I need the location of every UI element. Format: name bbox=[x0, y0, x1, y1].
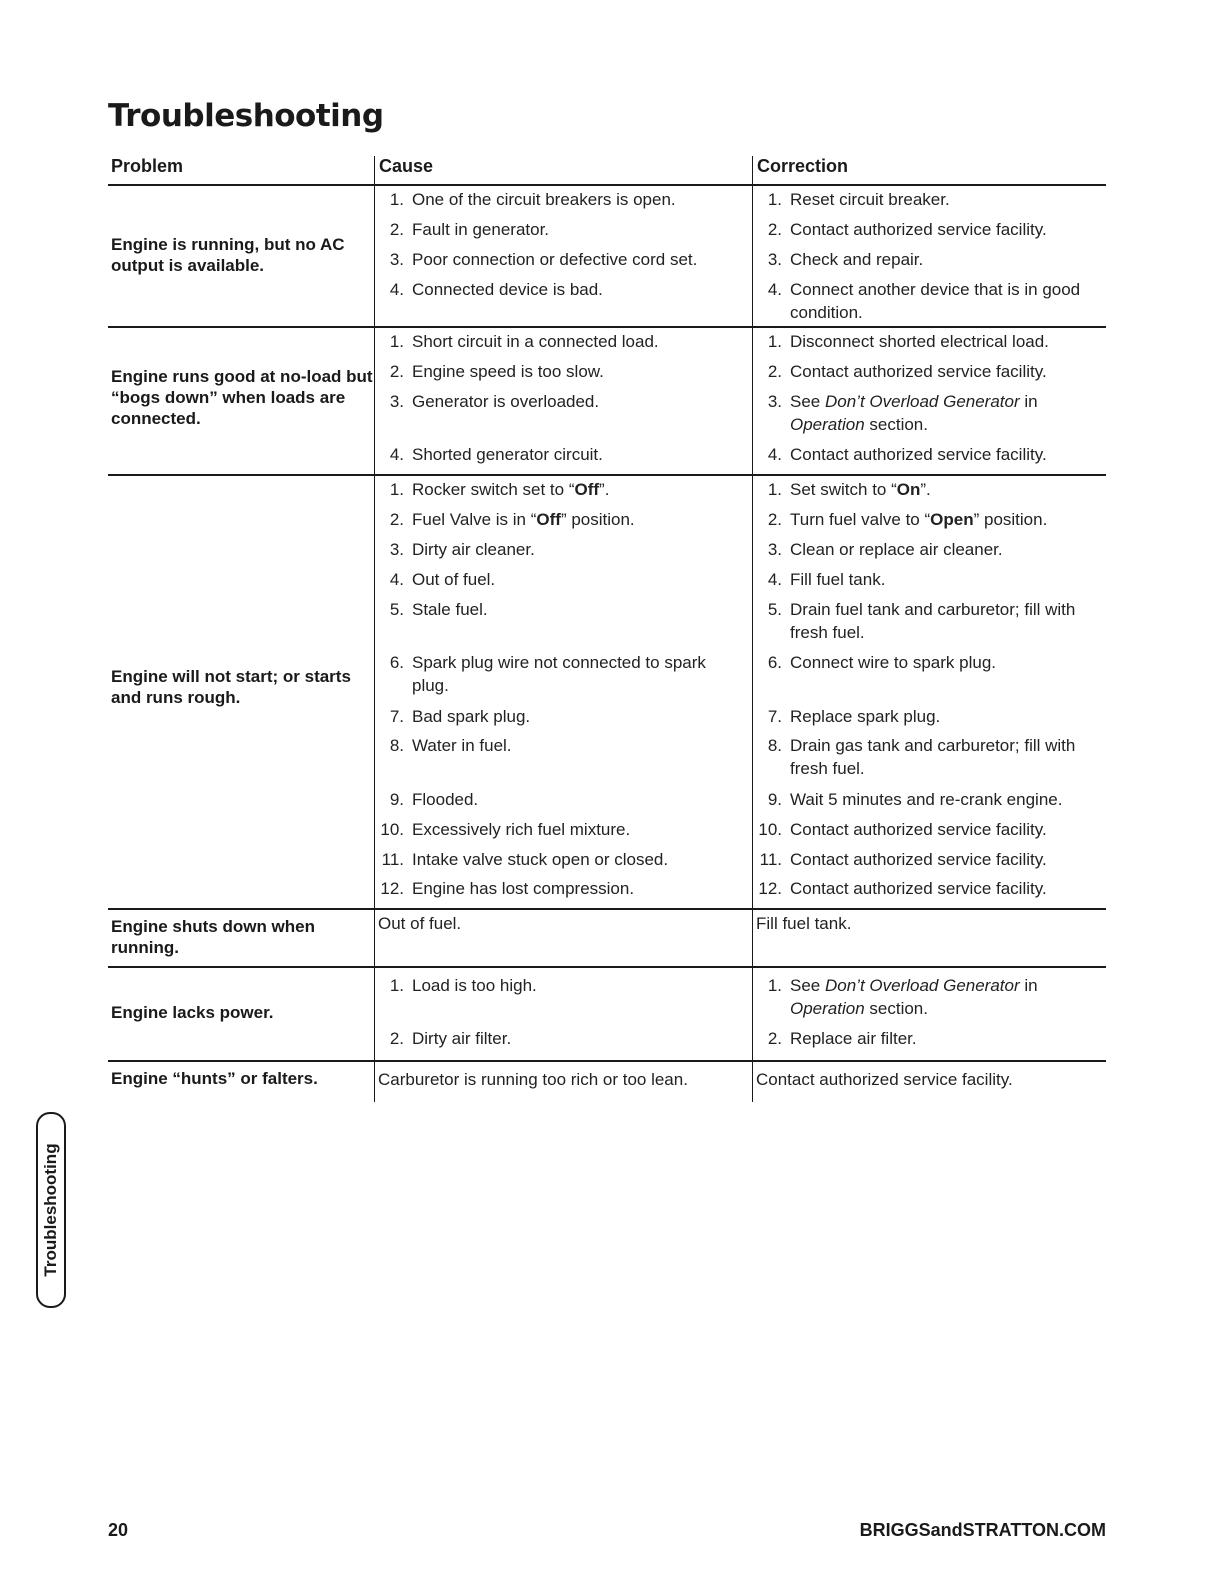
problem-group bbox=[108, 1062, 1106, 1102]
correction-text: Fill fuel tank. bbox=[756, 914, 852, 933]
cause-header: Cause bbox=[374, 156, 433, 184]
page-number: 20 bbox=[108, 1520, 129, 1540]
problem-group: Engine is running, but no AC output is available. 1. One of the circuit breakers is open. 2. Fault in generator. 3. Poor connection or defective cord set. 4. Connected device is bad. 1. Reset circuit breaker. 2. Contact authorized service facility. 3. Check and repair. 4. Connect another device that is in good condition. bbox=[108, 186, 1106, 328]
cause-text: Carburetor is running too rich or too lean. bbox=[378, 1070, 688, 1089]
problem-header: Problem bbox=[111, 156, 184, 176]
problem-text: Engine “hunts” or falters. bbox=[111, 1069, 318, 1088]
section-side-tab-label: Troubleshooting bbox=[41, 1143, 60, 1277]
website-footer: BRIGGSandSTRATTON.COM bbox=[859, 1520, 1106, 1540]
troubleshooting-table bbox=[108, 152, 1106, 1102]
problem-text: Engine shuts down when running. bbox=[111, 917, 315, 957]
correction-text: Contact authorized service facility. bbox=[756, 1070, 1013, 1089]
problem-text: Engine lacks power. bbox=[111, 1003, 274, 1022]
problem-group: Engine will not start; or starts and runs rough. 1. Rocker switch set to “Off”. 2. Fuel Valve is in “Off” position. 3. Dirty air cleaner. 4. Out of fuel. 5. Stale fuel. 6. Spark plug wire not connected to spark plug. 7. Bad spark plug. 8. Water in fuel. 9. Flooded. 10. Excessively rich fuel mixture. 11. Intake valve stuck open or closed. 12. Engine has lost compression. 1. Set switch to “On”. 2. Turn fuel valve to “Open” position. 3. Clean or replace air cleaner. 4. Fill fuel tank. 5. Drain fuel tank and carburetor; fill with fresh fuel. 6. Connect wire to spark plug. 7. Replace spark plug. 8. Drain gas tank and carburetor; fill with fresh fuel. 9. Wait 5 minutes and re-crank engine. 10. Contact authorized service facility. 11. Contact authorized service facility. 12. Contact authorized service facility. bbox=[108, 476, 1106, 910]
page-title: Troubleshooting bbox=[108, 98, 384, 134]
problem-text: Engine is running, but no AC output is available. bbox=[111, 235, 345, 275]
correction-header: Correction bbox=[752, 156, 848, 184]
problem-text: Engine runs good at no-load but “bogs down” when loads are connected. bbox=[111, 367, 373, 428]
problem-group: Engine lacks power. 1. Load is too high. 2. Dirty air filter. 1. See Don’t Overload Generator in Operation section. 2. Replace air filter. bbox=[108, 968, 1106, 1062]
problem-group bbox=[108, 910, 1106, 968]
problem-text: Engine will not start; or starts and runs rough. bbox=[111, 667, 351, 707]
cause-text: Out of fuel. bbox=[378, 914, 462, 933]
problem-group: Engine runs good at no-load but “bogs down” when loads are connected. 1. Short circuit in a connected load. 2. Engine speed is too slow. 3. Generator is overloaded. 4. Shorted generator circuit. 1. Disconnect shorted electrical load. 2. Contact authorized service facility. 3. See Don’t Overload Generator in Operation section. 4. Contact authorized service facility. bbox=[108, 328, 1106, 476]
table-header bbox=[108, 152, 1106, 186]
